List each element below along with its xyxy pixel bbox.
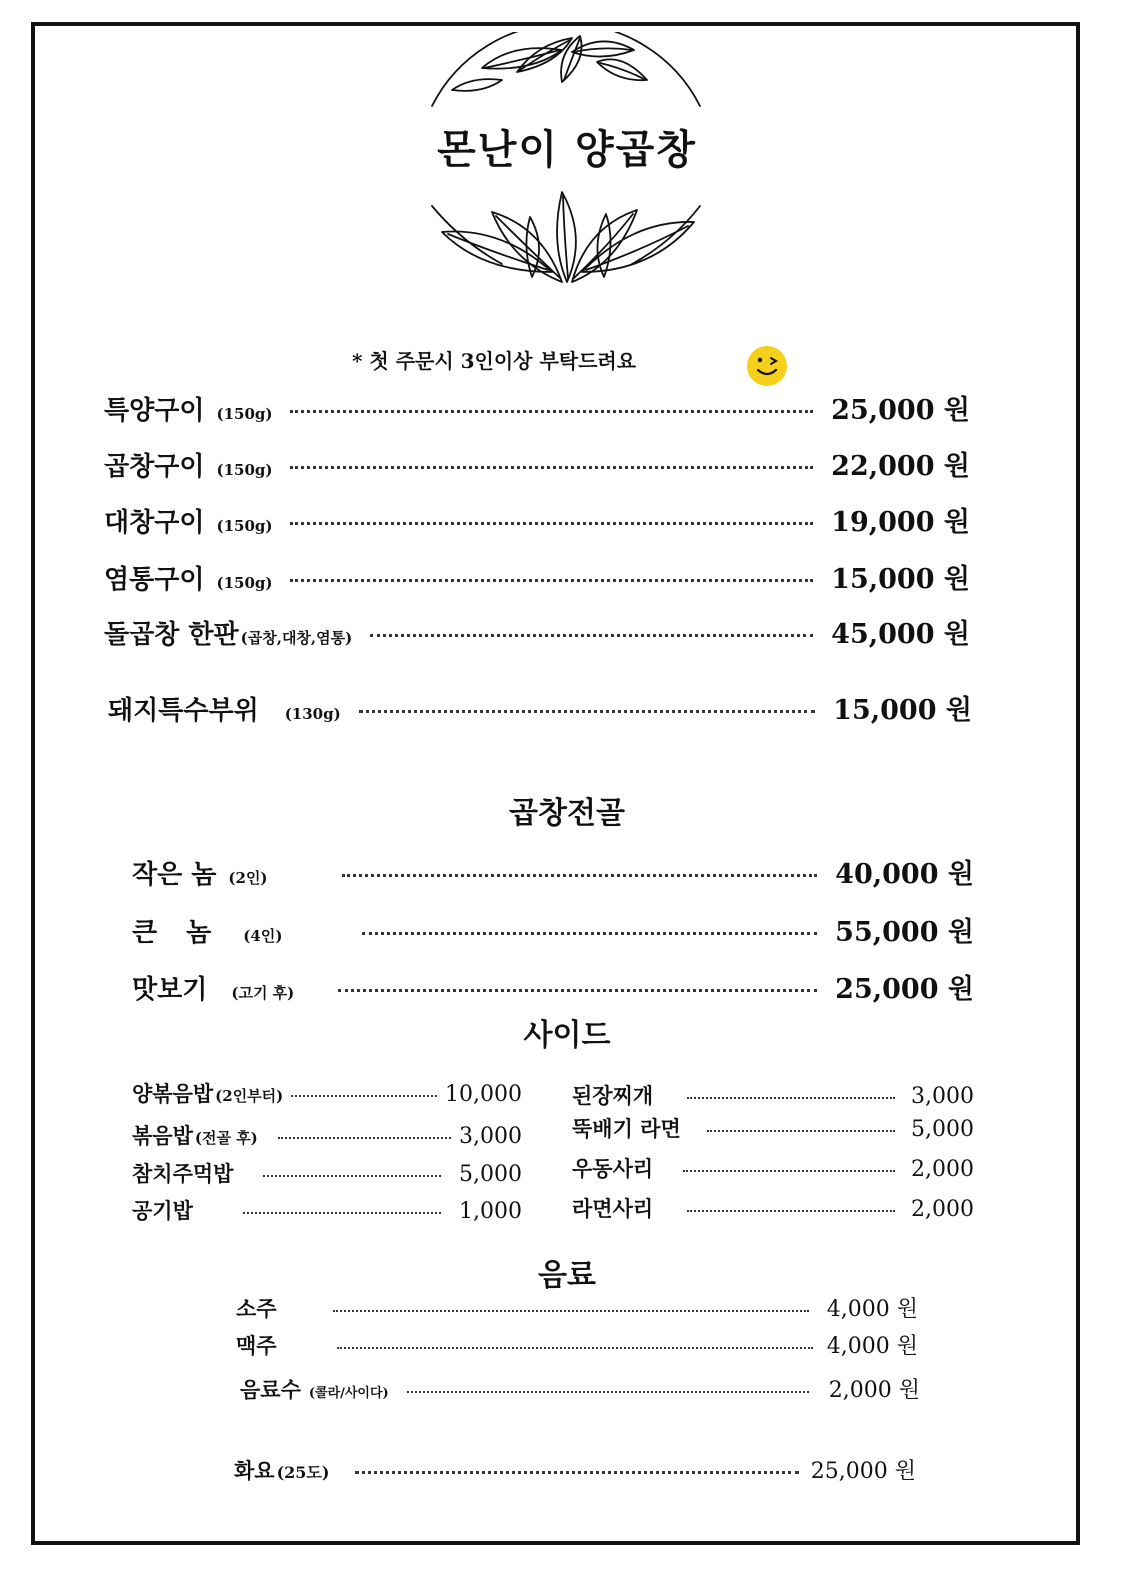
item-note: (130g) bbox=[284, 705, 341, 723]
menu-item bbox=[572, 1193, 974, 1223]
item-note: (150g) bbox=[216, 461, 273, 479]
item-price: 5,000 bbox=[459, 1162, 522, 1187]
restaurant-name: 몬난이 양곱창 bbox=[437, 127, 697, 173]
item-price: 4,000 원 bbox=[826, 1334, 918, 1359]
menu-item bbox=[132, 1195, 522, 1225]
dot-leader bbox=[687, 1097, 895, 1099]
menu-item bbox=[104, 500, 970, 539]
dot-leader bbox=[338, 989, 817, 992]
dot-leader bbox=[243, 1212, 441, 1214]
menu-item bbox=[132, 852, 974, 891]
item-note: (150g) bbox=[216, 405, 273, 423]
item-note: (150g) bbox=[216, 574, 273, 592]
menu-item bbox=[104, 557, 970, 596]
item-note: (2인부터) bbox=[215, 1087, 284, 1105]
item-price: 15,000 원 bbox=[833, 695, 972, 726]
item-name: 양볶음밥 bbox=[132, 1081, 214, 1106]
item-price: 2,000 bbox=[911, 1157, 974, 1182]
item-note: (25도) bbox=[276, 1463, 330, 1482]
dot-leader bbox=[290, 522, 813, 525]
item-name: 뚝배기 라면 bbox=[572, 1116, 681, 1141]
item-name: 우동사리 bbox=[572, 1156, 654, 1181]
menu-item bbox=[104, 612, 970, 651]
dot-leader bbox=[290, 579, 813, 582]
item-price: 25,000 원 bbox=[831, 395, 970, 426]
item-name: 맛보기 bbox=[132, 975, 208, 1005]
item-price: 3,000 bbox=[911, 1084, 974, 1109]
dot-leader bbox=[337, 1347, 813, 1349]
item-name: 큰 놈 bbox=[132, 918, 222, 948]
item-name: 소주 bbox=[236, 1296, 277, 1321]
item-price: 19,000 원 bbox=[831, 507, 970, 538]
section-title-jeongol: 곱창전골 bbox=[509, 796, 625, 831]
item-price: 25,000 원 bbox=[835, 974, 974, 1005]
dot-leader bbox=[342, 874, 818, 877]
dot-leader bbox=[278, 1137, 451, 1139]
menu-item bbox=[572, 1113, 974, 1143]
item-price: 15,000 원 bbox=[831, 564, 970, 595]
winking-smiley-icon bbox=[746, 345, 788, 387]
menu-item bbox=[108, 688, 972, 727]
item-price: 55,000 원 bbox=[835, 917, 974, 948]
dot-leader bbox=[362, 932, 817, 935]
item-name: 염통구이 bbox=[104, 565, 205, 595]
menu-item bbox=[240, 1373, 920, 1404]
dot-leader bbox=[355, 1471, 798, 1474]
item-price: 10,000 bbox=[445, 1082, 522, 1107]
item-note: (고기 후) bbox=[231, 984, 295, 1002]
item-price: 2,000 원 bbox=[828, 1378, 920, 1403]
item-price: 3,000 bbox=[459, 1124, 522, 1149]
item-note: (4인) bbox=[243, 927, 283, 945]
item-price: 5,000 bbox=[911, 1117, 974, 1142]
item-note: (전골 후) bbox=[194, 1129, 258, 1147]
item-name: 특양구이 bbox=[104, 396, 205, 426]
item-price: 22,000 원 bbox=[831, 451, 970, 482]
item-name: 된장찌개 bbox=[572, 1083, 654, 1108]
dot-leader bbox=[333, 1310, 809, 1312]
dot-leader bbox=[263, 1175, 441, 1177]
item-note: (2인) bbox=[228, 869, 268, 887]
menu-item bbox=[572, 1080, 974, 1110]
dot-leader bbox=[290, 466, 813, 469]
menu-item bbox=[236, 1329, 918, 1360]
item-name: 볶음밥 bbox=[132, 1123, 193, 1148]
dot-leader bbox=[707, 1130, 895, 1132]
item-name: 돼지특수부위 bbox=[108, 696, 259, 726]
menu-item bbox=[572, 1153, 974, 1183]
item-name: 돌곱창 한판 bbox=[104, 620, 239, 650]
menu-item bbox=[132, 1158, 522, 1188]
section-title-drinks: 음료 bbox=[538, 1258, 596, 1293]
menu-item bbox=[132, 1078, 522, 1108]
dot-leader bbox=[407, 1391, 809, 1393]
dot-leader bbox=[291, 1095, 437, 1097]
item-price: 45,000 원 bbox=[831, 619, 970, 650]
dot-leader bbox=[683, 1170, 895, 1172]
dot-leader bbox=[290, 410, 813, 413]
item-note: (콜라/사이다) bbox=[308, 1386, 389, 1401]
item-name: 음료수 bbox=[240, 1377, 301, 1402]
item-name: 곱창구이 bbox=[104, 452, 205, 482]
item-name: 화요 bbox=[234, 1458, 275, 1483]
item-name: 대창구이 bbox=[104, 508, 205, 538]
item-name: 작은 놈 bbox=[132, 860, 217, 890]
menu-item bbox=[104, 388, 970, 427]
menu-item bbox=[132, 910, 974, 949]
menu-item bbox=[236, 1292, 918, 1323]
item-price: 4,000 원 bbox=[826, 1297, 918, 1322]
section-title-side: 사이드 bbox=[523, 1018, 611, 1053]
item-price: 25,000 원 bbox=[810, 1459, 916, 1484]
item-name: 라면사리 bbox=[572, 1196, 654, 1221]
item-name: 맥주 bbox=[236, 1333, 277, 1358]
item-note: (곱창,대창,염통) bbox=[240, 629, 353, 647]
menu-item bbox=[104, 444, 970, 483]
item-name: 공기밥 bbox=[132, 1198, 193, 1223]
dot-leader bbox=[370, 634, 813, 637]
item-price: 1,000 bbox=[459, 1199, 522, 1224]
dot-leader bbox=[359, 710, 815, 713]
menu-item bbox=[234, 1454, 916, 1485]
item-price: 40,000 원 bbox=[835, 859, 974, 890]
item-name: 참치주먹밥 bbox=[132, 1161, 234, 1186]
menu-item bbox=[132, 967, 974, 1006]
notice-text: * 첫 주문시 3인이상 부탁드려요 bbox=[352, 349, 637, 373]
item-note: (150g) bbox=[216, 517, 273, 535]
dot-leader bbox=[687, 1210, 895, 1212]
menu-item bbox=[132, 1120, 522, 1150]
item-price: 2,000 bbox=[911, 1197, 974, 1222]
